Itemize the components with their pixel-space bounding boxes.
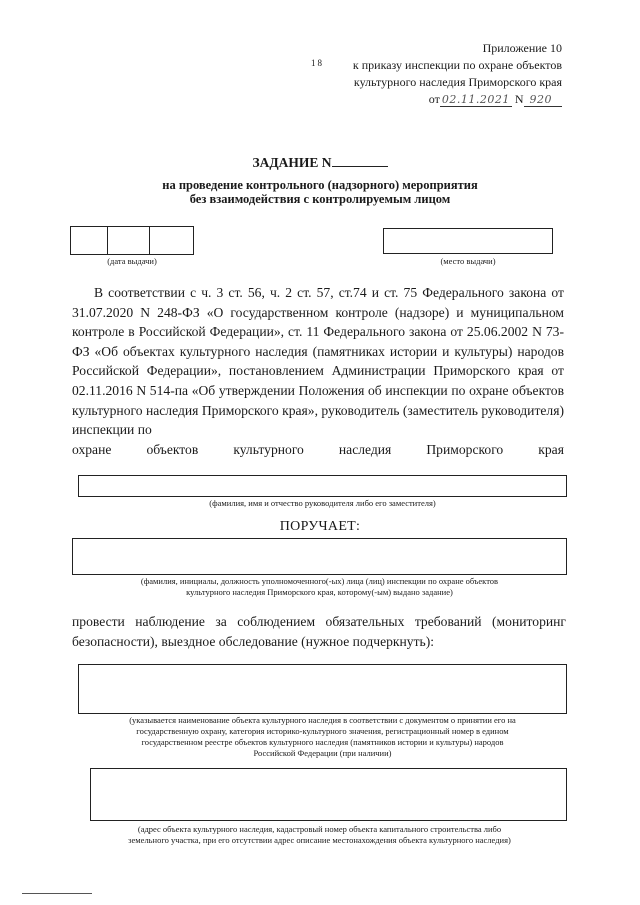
legal-basis-last-line: [72, 440, 564, 460]
issue-place-field[interactable]: [383, 228, 553, 254]
title-text: ЗАДАНИЕ N: [252, 155, 332, 170]
document-title: [0, 155, 640, 171]
appendix-order-ref: к приказу инспекции по охране объектов: [352, 58, 562, 72]
legal-basis-text: В соответствии с ч. 3 ст. 56, ч. 2 ст. 57, ст.74 и ст. 75 Федерального закона от 31.07.2020 N 248-ФЗ «О государственном контроле (надзоре) и муниципальном контроле в Российской Федерации», ст. 11 Федерального закона от 25.06.2002 N 73-ФЗ «Об объектах культурного наследия (памятниках истории и культуры) народов Российской Федерации», постановлением Администрации Приморского края от 02.11.2016 N 514-па «Об утверждении Положения об инспекции по охране объектов культурного наследия Приморского края», руководитель (заместитель руководителя) инспекции по: [72, 285, 564, 438]
head-name-caption: (фамилия, имя и отчество руководителя либо его заместителя): [209, 498, 436, 508]
document-subtitle: [0, 178, 640, 206]
order-no-prefix: N: [514, 92, 524, 106]
address-caption-line-1: (адрес объекта культурного наследия, кадастровый номер объекта капитального строительства либо: [137, 824, 502, 834]
title-number-blank[interactable]: [332, 155, 388, 167]
date-month-cell[interactable]: [108, 227, 150, 254]
address-caption-line-2: земельного участка, при его отсутствии адрес описание местонахождения объекта культурного наследия): [128, 835, 511, 845]
order-date-line: [353, 91, 562, 108]
issue-place-caption: (место выдачи): [440, 256, 496, 266]
last-word-4: наследия: [338, 441, 392, 457]
object-caption-line-4: Российской Федерации (при наличии): [253, 748, 392, 758]
last-word-6: края: [538, 441, 564, 457]
issue-date-field[interactable]: [70, 226, 194, 255]
instructs-heading: ПОРУЧАЕТ:: [279, 519, 361, 534]
last-word-5: Приморского: [426, 441, 504, 457]
last-word-1: охране: [72, 441, 112, 457]
legal-basis-paragraph: [72, 283, 564, 459]
officials-caption: [72, 576, 567, 598]
issue-date-caption: (дата выдачи): [107, 256, 157, 266]
officials-caption-line-1: (фамилия, инициалы, должность уполномоченного(-ых) лица (лиц) инспекции по охране объектов: [140, 576, 499, 586]
officials-caption-line-2: культурного наследия Приморского края, которому(-ым) выдано задание): [186, 587, 453, 597]
appendix-header: [353, 40, 562, 108]
last-word-3: культурного: [233, 441, 304, 457]
order-date-handwritten: 02.11.2021: [441, 93, 510, 106]
heritage-object-field[interactable]: [78, 664, 567, 714]
date-day-cell[interactable]: [71, 227, 108, 254]
last-word-2: объектов: [146, 441, 199, 457]
appendix-order-ref-2: культурного наследия Приморского края: [353, 75, 562, 89]
subtitle-line-1: на проведение контрольного (надзорного) мероприятия: [162, 178, 478, 192]
subtitle-line-2: без взаимодействия с контролируемым лицом: [189, 192, 451, 206]
object-address-caption: [72, 824, 567, 846]
object-caption-line-1: (указывается наименование объекта культурного наследия в соответствии с документом о принятии его на: [129, 715, 516, 725]
order-prefix: от: [428, 92, 440, 106]
heritage-object-caption: [78, 715, 567, 759]
head-name-field[interactable]: [78, 475, 567, 497]
object-address-field[interactable]: [90, 768, 567, 821]
page-number: 18: [311, 58, 324, 68]
monitoring-instruction: провести наблюдение за соблюдением обязательных требований (мониторинг безопасности), выездное обследование (нужное подчеркнуть):: [72, 614, 566, 649]
officials-field[interactable]: [72, 538, 567, 575]
object-caption-line-3: государственном реестре объектов культурного наследия (памятников истории и культуры) народов: [141, 737, 504, 747]
order-number-handwritten: 920: [524, 93, 563, 107]
appendix-title: Приложение 10: [482, 41, 562, 55]
footnote-separator: [22, 893, 92, 894]
object-caption-line-2: государственную охрану, категория историко-культурного значения, регистрационный номер в едином: [136, 726, 509, 736]
